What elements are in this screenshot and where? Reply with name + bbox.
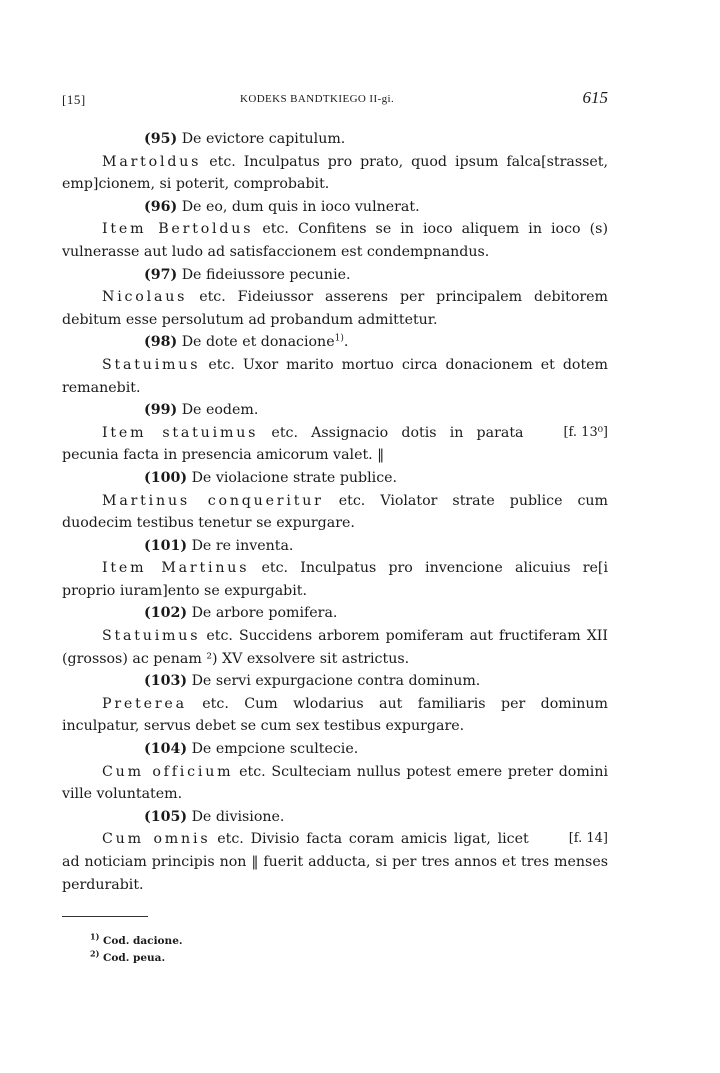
section-item xyxy=(62,128,608,196)
section-number: (105) xyxy=(144,808,188,825)
page-number: 615 xyxy=(582,88,608,107)
section-number: (101) xyxy=(144,537,188,554)
section-body: etc. Confitens se in ioco aliquem in ioco (s) vulnerasse aut ludo ad satisfaccionem est condempnandus. xyxy=(62,221,608,260)
section-title xyxy=(62,535,608,558)
footnote-reference: 1) xyxy=(334,333,344,344)
section-text xyxy=(62,490,608,535)
section-number: (99) xyxy=(144,402,178,419)
section-body: etc. Violator strate publice cum duodecim testibus tenetur se expurgare. xyxy=(62,492,608,532)
spaced-name: Item statuimus xyxy=(102,424,259,441)
section-heading: De arbore pomifera. xyxy=(191,605,338,622)
section-item xyxy=(62,196,608,264)
running-title: KODEKS BANDTKIEGO II-gi. xyxy=(240,93,395,105)
section-heading: De fideiussore pecunie. xyxy=(181,266,351,283)
section-heading: De violacione strate publice. xyxy=(191,469,398,486)
section-item xyxy=(62,399,608,467)
section-number: (97) xyxy=(144,266,178,283)
running-header xyxy=(62,88,608,112)
section-heading: De servi expurgacione contra dominum. xyxy=(191,673,481,690)
footnote-item xyxy=(90,933,608,950)
spaced-name: Martoldus xyxy=(102,153,202,170)
section-item xyxy=(62,467,608,535)
spaced-name: Nicolaus xyxy=(102,289,188,306)
section-body: etc. Divisio facta coram amicis ligat, licet ad noticiam principis non ‖ fuerit adducta, si per tres annos et tres menses perdurabit. xyxy=(62,831,608,893)
folio-reference: [f. 13⁰] xyxy=(563,424,608,440)
spaced-name: Martinus conqueritur xyxy=(102,492,324,509)
section-marker: [15] xyxy=(62,92,86,107)
section-body: etc. Succidens arborem pomiferam aut fructiferam XII (grossos) ac penam ²) XV exsolvere sit astrictus. xyxy=(62,628,608,667)
section-item xyxy=(62,331,608,399)
footnote-mark: 2) xyxy=(90,948,100,959)
spaced-name: Statuimus xyxy=(102,628,201,645)
footnote-mark: 1) xyxy=(90,931,100,942)
section-item xyxy=(62,602,608,670)
section-number: (98) xyxy=(144,334,178,351)
section-body: etc. Inculpatus pro invencione alicuius re[i proprio iuram]ento se expurgabit. xyxy=(62,560,608,599)
section-text xyxy=(62,828,608,896)
spaced-name: Item Bertoldus xyxy=(102,221,254,238)
section-title xyxy=(62,196,608,219)
footnote-item xyxy=(90,950,608,967)
section-title xyxy=(62,128,608,151)
section-number: (103) xyxy=(144,673,188,690)
section-title xyxy=(62,806,608,829)
section-text xyxy=(62,422,608,467)
folio-reference: [f. 14] xyxy=(568,831,608,847)
section-text xyxy=(62,761,608,806)
section-text xyxy=(62,693,608,738)
section-text xyxy=(62,286,608,331)
section-item xyxy=(62,535,608,603)
section-body: etc. Inculpatus pro prato, quod ipsum falca[strasset, emp]cionem, si poterit, comprobabit. xyxy=(62,153,608,193)
section-text xyxy=(62,151,608,196)
section-title xyxy=(62,670,608,693)
section-item xyxy=(62,806,608,896)
section-body: etc. Assignacio dotis in parata pecunia facta in presencia amicorum valet. ‖ xyxy=(62,424,524,464)
spaced-name: Statuimus xyxy=(102,356,201,373)
spaced-name: Cum officium xyxy=(102,763,234,780)
section-title xyxy=(62,399,608,422)
section-text xyxy=(62,625,608,670)
section-item xyxy=(62,670,608,738)
text-body xyxy=(62,128,608,896)
section-body: etc. Fideiussor asserens per principalem debitorem debitum esse persolutum ad probandum admittetur. xyxy=(62,289,609,328)
page xyxy=(62,88,608,967)
section-heading: De divisione. xyxy=(191,808,285,825)
section-title xyxy=(62,264,608,287)
section-heading: De re inventa. xyxy=(191,537,294,554)
section-text xyxy=(62,557,608,602)
footnotes xyxy=(62,933,608,967)
section-title xyxy=(62,467,608,490)
section-item xyxy=(62,738,608,806)
section-item xyxy=(62,264,608,332)
section-title xyxy=(62,331,608,354)
section-heading: De dote et donacione xyxy=(181,334,335,351)
section-number: (96) xyxy=(144,198,178,215)
spaced-name: Cum omnis xyxy=(102,831,211,848)
section-body: etc. Uxor marito mortuo circa donacionem et dotem remanebit. xyxy=(62,356,608,396)
section-number: (102) xyxy=(144,605,188,622)
section-text xyxy=(62,354,608,399)
section-text xyxy=(62,218,608,263)
section-heading: De eodem. xyxy=(181,402,259,419)
section-number: (100) xyxy=(144,469,188,486)
footnote-rule xyxy=(62,916,148,917)
footnote-text: Cod. dacione. xyxy=(103,935,183,948)
section-heading: De empcione scultecie. xyxy=(191,741,359,758)
section-heading: De evictore capitulum. xyxy=(181,131,346,147)
spaced-name: Preterea xyxy=(102,695,187,712)
section-number: (104) xyxy=(144,741,188,758)
section-heading-end: . xyxy=(343,334,349,351)
section-title xyxy=(62,738,608,761)
footnote-text: Cod. peua. xyxy=(103,952,166,965)
section-body: etc. Sculteciam nullus potest emere preter domini ville voluntatem. xyxy=(62,763,608,803)
section-number: (95) xyxy=(144,131,178,147)
spaced-name: Item Martinus xyxy=(102,560,250,577)
section-body: etc. Cum wlodarius aut familiaris per dominum inculpatur, servus debet se cum sex testibus expurgare. xyxy=(62,695,608,735)
section-heading: De eo, dum quis in ioco vulnerat. xyxy=(181,198,420,215)
section-title xyxy=(62,602,608,625)
